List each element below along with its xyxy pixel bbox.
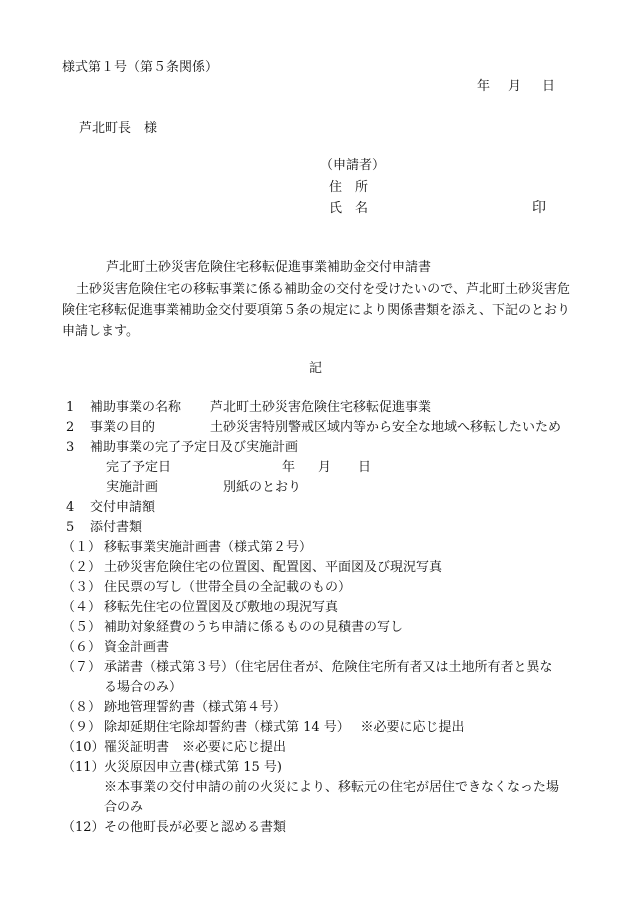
- attachment-text: その他町長が必要と認める書類: [104, 820, 287, 835]
- request-paragraph-text: 土砂災害危険住宅の移転事業に係る補助金の交付を受けたいので、芦北町土砂災害危険住宅移転促進事業補助金交付要項第５条の規定により関係書類を添え、下記のとおり申請します。: [62, 282, 570, 339]
- attachment-text: 火災原因申立書(様式第 15 号): [104, 760, 282, 775]
- attachment-text: 罹災証明書 ※必要に応じ提出: [104, 740, 287, 755]
- attachment-text: 補助対象経費のうち申請に係るものの見積書の写し: [104, 620, 404, 635]
- attachment-number: （12）: [62, 820, 105, 835]
- completion-month-label: 月: [318, 460, 332, 475]
- item-number: 2: [66, 420, 75, 435]
- attachment-text: 土砂災害危険住宅の位置図、配置図、平面図及び現況写真: [104, 560, 443, 575]
- attachment-number: （７）: [62, 660, 102, 675]
- item-label: 交付申請額: [90, 500, 156, 515]
- attachment-text: 除却延期住宅除却誓約書（様式第 14 号） ※必要に応じ提出: [104, 720, 465, 735]
- item-value: 芦北町土砂災害危険住宅移転促進事業: [210, 400, 432, 415]
- item-number: 5: [66, 520, 75, 535]
- seal-mark: 印: [532, 200, 546, 216]
- attachment-number: （４）: [62, 600, 102, 615]
- name-label: 氏 名: [329, 201, 369, 216]
- item-label: 事業の目的: [90, 420, 156, 435]
- plan-value: 別紙のとおり: [223, 480, 302, 495]
- date-day-label: 日: [542, 79, 556, 94]
- attachment-number: （１）: [62, 540, 102, 555]
- form-number-label: 様式第１号（第５条関係）: [62, 60, 219, 75]
- attachment-number: （10）: [62, 740, 105, 755]
- item-value: 土砂災害特別警戒区域内等から安全な地域へ移転したいため: [210, 420, 562, 435]
- item-number: 1: [66, 400, 75, 415]
- attachment-number: （８）: [62, 700, 102, 715]
- attachment-number: （５）: [62, 620, 102, 635]
- ki-heading: 記: [309, 361, 323, 376]
- date-year-label: 年: [477, 79, 491, 94]
- item-number: 4: [66, 500, 75, 515]
- attachment-text: 住民票の写し（世帯全員の全記載のもの）: [104, 580, 352, 595]
- attachment-text: 資金計画書: [104, 640, 170, 655]
- attachment-number: （２）: [62, 560, 102, 575]
- address-label: 住 所: [329, 180, 369, 195]
- attachment-number: （11）: [62, 760, 105, 775]
- completion-day-label: 日: [358, 460, 372, 475]
- item-label: 補助事業の名称: [90, 400, 182, 415]
- completion-year-label: 年: [282, 460, 296, 475]
- applicant-label: （申請者）: [320, 158, 386, 173]
- attachment-text: 跡地管理誓約書（様式第４号）: [104, 700, 287, 715]
- addressee: 芦北町長 様: [79, 121, 158, 136]
- attachment-text: 移転先住宅の位置図及び敷地の現況写真: [104, 600, 339, 615]
- date-month-label: 月: [508, 79, 522, 94]
- attachment-note-continued: 合のみ: [104, 800, 144, 815]
- attachment-number: （６）: [62, 640, 102, 655]
- plan-label: 実施計画: [106, 480, 159, 495]
- item-label: 添付書類: [90, 520, 143, 535]
- document-title: 芦北町土砂災害危険住宅移転促進事業補助金交付申請書: [106, 260, 432, 275]
- attachment-text-continued: る場合のみ）: [104, 680, 183, 695]
- attachment-note: ※本事業の交付申請の前の火災により、移転元の住宅が居住できなくなった場: [104, 780, 560, 795]
- item-number: 3: [66, 440, 75, 455]
- attachment-text: 移転事業実施計画書（様式第２号）: [104, 540, 313, 555]
- request-paragraph: [62, 279, 570, 342]
- attachment-text: 承諾書（様式第３号）（住宅居住者が、危険住宅所有者又は土地所有者と異な: [104, 660, 553, 675]
- attachment-number: （９）: [62, 720, 102, 735]
- item-label: 補助事業の完了予定日及び実施計画: [90, 440, 299, 455]
- completion-date-label: 完了予定日: [106, 460, 172, 475]
- attachment-number: （３）: [62, 580, 102, 595]
